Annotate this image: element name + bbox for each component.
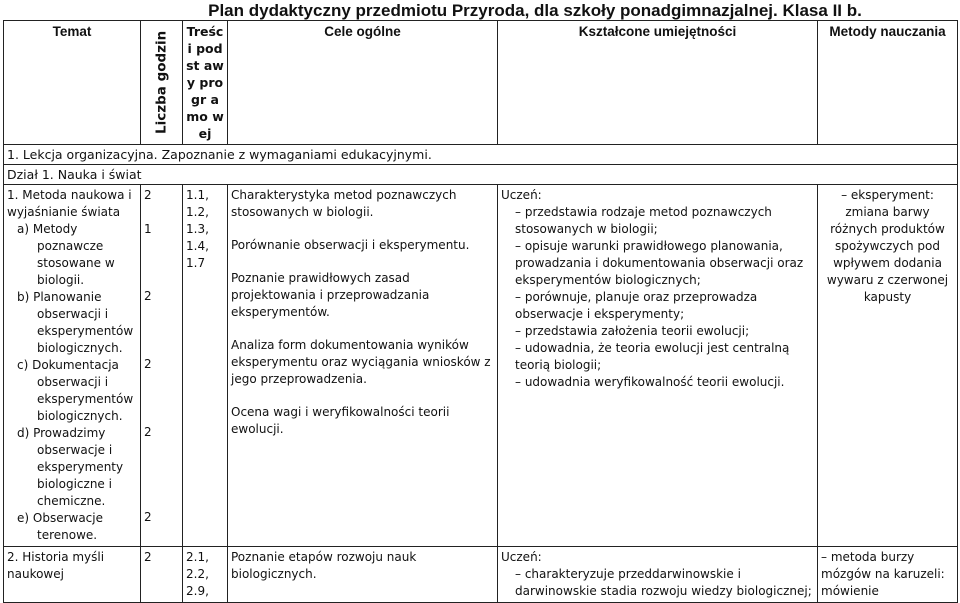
- hours-value: 1: [144, 222, 152, 236]
- span-row-dzial: [4, 165, 958, 185]
- plan-table: [3, 20, 958, 603]
- header-row: [4, 21, 958, 145]
- metody-cell: [818, 185, 958, 547]
- cele-cell: Poznanie etapów rozwoju nauk biologicznych.: [228, 547, 498, 603]
- header-liczba-godzin: [141, 21, 183, 145]
- hours-value: 2: [144, 425, 152, 439]
- hours-value: 2: [144, 188, 152, 202]
- cele-cell: [228, 185, 498, 547]
- umiejetnosci-cell: [498, 185, 818, 547]
- hours-cell: [141, 185, 183, 547]
- umiej-item: – przedstawia rodzaje metod poznawczych stosowanych w biologii;: [501, 204, 814, 238]
- tresci-cell: 1.1, 1.2, 1.3, 1.4, 1.7: [183, 185, 228, 547]
- header-temat: Temat: [4, 21, 141, 145]
- span-row-lekcja: [4, 145, 958, 165]
- header-metody: Metody nauczania: [818, 21, 958, 145]
- hours-value: 2: [144, 357, 152, 371]
- temat-sub-e: e) Obserwacje terenowe.: [17, 511, 103, 542]
- dzial-title: Dział 1. Nauka i świat: [4, 165, 958, 185]
- lekcja-organizacyjna: 1. Lekcja organizacyjna. Zapoznanie z wymaganiami edukacyjnymi.: [4, 145, 958, 165]
- cel-item: Analiza form dokumentowania wyników eksperymentu oraz wyciągania wniosków z jego przeprowadzenia.: [231, 338, 491, 386]
- umiej-item: – udowadnia, że teoria ewolucji jest centralną teorią biologii;: [501, 340, 814, 374]
- metody-text: – eksperyment: zmiana barwy różnych produktów spożywczych pod wpływem dodania wywaru z czerwonej kapusty: [826, 188, 949, 304]
- temat-sub-b: b) Planowanie obserwacji i eksperymentów biologicznych.: [17, 290, 134, 355]
- umiej-item: – charakteryzuje przeddarwinowskie i darwinowskie stadia rozwoju wiedzy biologicznej;: [501, 566, 814, 600]
- hours-value: 2: [144, 289, 152, 303]
- temat-cell: 2. Historia myśli naukowej: [4, 547, 141, 603]
- table-row: [4, 185, 958, 547]
- umiej-item: – przedstawia założenia teorii ewolucji;: [501, 323, 814, 340]
- temat-sub-a: a) Metody poznawcze stosowane w biologii.: [17, 222, 115, 287]
- temat-cell: [4, 185, 141, 547]
- tresci-cell: 2.1, 2.2, 2.9,: [183, 547, 228, 603]
- umiej-intro: Uczeń:: [501, 550, 542, 564]
- header-tresci: Treści podst awy progr amo wej: [183, 21, 228, 145]
- table-row: [4, 547, 958, 603]
- umiejetnosci-cell: [498, 547, 818, 603]
- temat-sub-d: d) Prowadzimy obserwacje i eksperymenty biologiczne i chemiczne.: [17, 426, 124, 508]
- umiej-item: – opisuje warunki prawidłowego planowania, prowadzania i dokumentowania obserwacji oraz eksperymentów biologicznych;: [501, 238, 814, 289]
- hours-value: 2: [144, 510, 152, 524]
- metody-cell: – metoda burzy mózgów na karuzeli: mówienie: [818, 547, 958, 603]
- cel-item: Ocena wagi i weryfikowalności teorii ewolucji.: [231, 405, 450, 436]
- header-umiejetnosci: Kształcone umiejętności: [498, 21, 818, 145]
- cel-item: Porównanie obserwacji i eksperymentu.: [231, 238, 470, 252]
- temat-sub-c: c) Dokumentacja obserwacji i eksperymentów biologicznych.: [17, 358, 134, 423]
- cel-item: Poznanie prawidłowych zasad projektowania i przeprowadzania eksperymentów.: [231, 271, 430, 319]
- header-cele: Cele ogólne: [228, 21, 498, 145]
- header-liczba-godzin-label: Liczba godzin: [153, 30, 169, 134]
- umiej-item: – porównuje, planuje oraz przeprowadza obserwacje i eksperymenty;: [501, 289, 814, 323]
- cel-item: Charakterystyka metod poznawczych stosowanych w biologii.: [231, 188, 457, 219]
- umiej-item: – udowadnia weryfikowalność teorii ewolucji.: [501, 374, 814, 391]
- umiej-intro: Uczeń:: [501, 188, 542, 202]
- hours-cell: 2: [141, 547, 183, 603]
- temat-title: 1. Metoda naukowa i wyjaśnianie świata: [7, 188, 132, 219]
- page-title: Plan dydaktyczny przedmiotu Przyroda, dla szkoły ponadgimnazjalnej. Klasa II b.: [208, 1, 862, 20]
